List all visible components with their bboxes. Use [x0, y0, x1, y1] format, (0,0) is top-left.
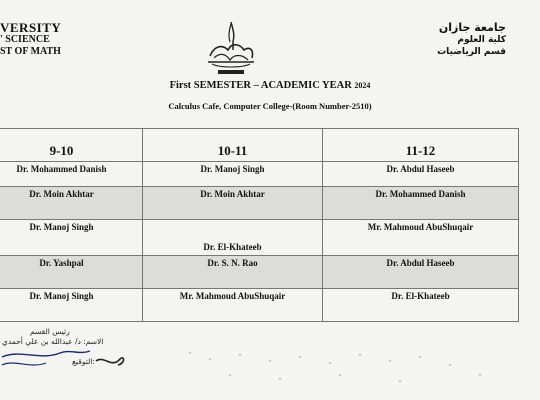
- header-arabic-line-2: كلية العلوم: [457, 35, 506, 45]
- table-cell: Dr. Mohammed Danish: [323, 187, 519, 220]
- faint-stamp-marks: [150, 345, 530, 395]
- table-cell: Dr. Manoj Singh: [143, 162, 323, 187]
- schedule-table: [0, 128, 519, 322]
- table-row: [0, 256, 519, 289]
- table-row: [0, 289, 519, 322]
- table-row: [0, 162, 519, 187]
- header-line-2: ' SCIENCE: [0, 34, 50, 45]
- university-logo: [200, 20, 262, 80]
- column-header: 10-11: [143, 129, 323, 162]
- table-cell: Dr. Manoj Singh: [0, 289, 143, 322]
- table-cell: Mr. Mahmoud AbuShuqair: [323, 220, 519, 256]
- header-line-3: ST OF MATH: [0, 46, 61, 57]
- table-cell: Dr. S. N. Rao: [143, 256, 323, 289]
- table-cell: Dr. Manoj Singh: [0, 220, 143, 256]
- signature-block: [0, 325, 130, 375]
- document-title: [0, 80, 540, 91]
- header-arabic-line-1: جامعة جازان: [438, 21, 506, 34]
- header-arabic-line-3: قسم الرياضيات: [437, 47, 506, 57]
- title-main: First SEMESTER – ACADEMIC YEAR: [169, 80, 352, 91]
- university-name-arabic: [437, 22, 506, 58]
- table-cell: Dr. El-Khateeb: [323, 289, 519, 322]
- signature-sign-label: التوقيع:: [72, 357, 95, 366]
- table-cell: Dr. Abdul Haseeb: [323, 162, 519, 187]
- header-line-1: VERSITY: [0, 20, 62, 35]
- table-row: [0, 220, 519, 256]
- table-cell: Mr. Mahmoud AbuShuqair: [143, 289, 323, 322]
- table-cell: Dr. Moin Akhtar: [0, 187, 143, 220]
- table-header-row: [0, 129, 519, 162]
- document-subtitle: Calculus Cafe, Computer College-(Room Number-2510): [168, 101, 372, 111]
- column-header: 9-10: [0, 129, 143, 162]
- column-header: 11-12: [323, 129, 519, 162]
- table-row: [0, 187, 519, 220]
- table-cell: Dr. Mohammed Danish: [0, 162, 143, 187]
- signature-name: الاسم: د/ عبدالله بن علي أحمدي: [2, 337, 104, 346]
- table-cell: Dr. Moin Akhtar: [143, 187, 323, 220]
- university-name-english: [0, 22, 61, 58]
- table-cell: Dr. El-Khateeb: [143, 220, 323, 256]
- signature-role: رئيس القسم: [30, 327, 70, 336]
- table-cell: Dr. Yashpal: [0, 256, 143, 289]
- handwritten-signature: [0, 335, 130, 375]
- table-cell: Dr. Abdul Haseeb: [323, 256, 519, 289]
- title-year: 2024: [354, 81, 371, 90]
